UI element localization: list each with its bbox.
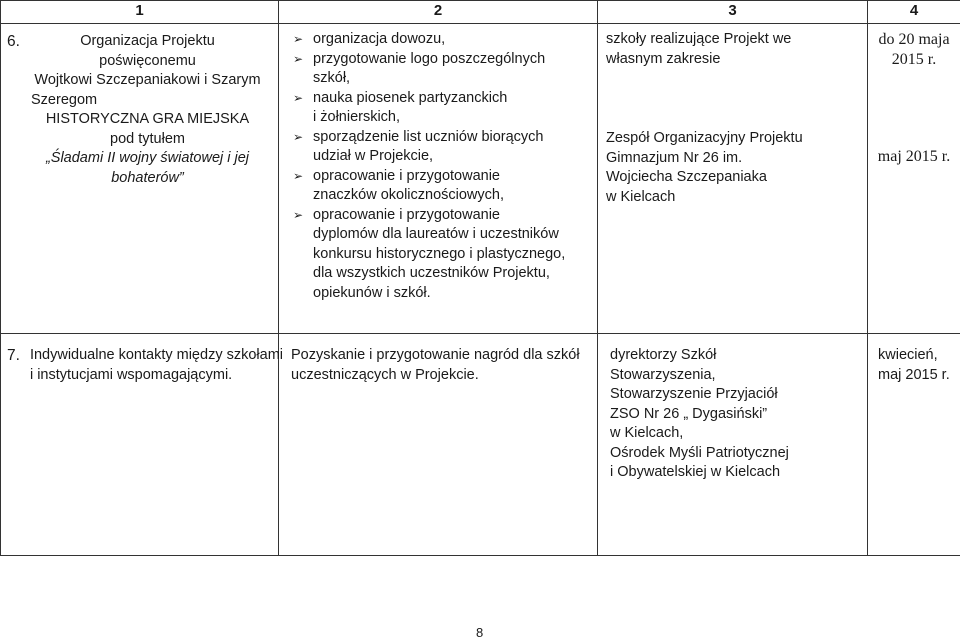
- bullet-line: opiekunów i szkół.: [313, 284, 431, 301]
- arrowhead-bullet-icon: ➢: [293, 90, 304, 105]
- row7-title-line: i instytucjami wspomagającymi.: [29, 366, 233, 383]
- row7-title-line: Indywidualne kontakty między szkołami: [29, 347, 283, 363]
- bullet-line: przygotowanie logo poszczególnych: [313, 50, 546, 67]
- header-cell-1: 1: [1, 1, 279, 24]
- arrowhead-bullet-icon: ➢: [293, 51, 304, 66]
- bullet-line: nauka piosenek partyzanckich: [313, 89, 508, 106]
- list-item: [293, 206, 593, 304]
- list-item: [293, 89, 593, 128]
- bullet-line: znaczków okolicznościowych,: [313, 187, 504, 203]
- row6-deadline-cell: [868, 24, 960, 334]
- row6-title-line: HISTORYCZNA GRA MIEJSKA: [45, 111, 250, 127]
- header-cell-4: 4: [868, 1, 960, 24]
- arrowhead-bullet-icon: ➢: [293, 32, 304, 46]
- row6-title-line: Szeregom: [31, 91, 98, 108]
- responsible-line: Zespół Organizacyjny Projektu: [606, 130, 803, 146]
- row6-bullet-list: [279, 24, 597, 307]
- bullet-line: opracowanie i przygotowanie: [313, 206, 500, 223]
- spacer: [606, 69, 861, 129]
- responsible-line: ZSO Nr 26 „ Dygasiński”: [610, 405, 768, 422]
- row6-index: 6.: [7, 33, 20, 50]
- row7-deadline-cell: [868, 334, 960, 556]
- deadline-line: do 20 maja: [878, 31, 950, 48]
- bullet-line: konkursu historycznego i plastycznego,: [313, 245, 566, 262]
- bullet-line: szkół,: [313, 70, 351, 86]
- header-cell-2: 2: [279, 1, 598, 24]
- responsible-line: własnym zakresie: [606, 50, 721, 67]
- bullet-line: sporządzenie list uczniów biorących: [313, 128, 544, 145]
- list-item: [293, 50, 593, 89]
- deadline-line: 2015 r.: [891, 50, 937, 68]
- row7-actions-cell: [279, 334, 598, 556]
- arrowhead-bullet-icon: ➢: [293, 207, 304, 222]
- responsible-line: szkoły realizujące Projekt we: [606, 31, 792, 47]
- responsible-line: i Obywatelskiej w Kielcach: [610, 464, 781, 480]
- responsible-line: Wojciecha Szczepaniaka: [606, 169, 767, 185]
- row6-title-line: Organizacja Projektu poświęconemu: [80, 33, 215, 69]
- responsible-line: w Kielcach: [606, 188, 676, 205]
- responsible-line: Gimnazjum Nr 26 im.: [606, 149, 743, 166]
- row7-responsible-cell: [598, 334, 868, 556]
- arrowhead-bullet-icon: ➢: [293, 168, 304, 183]
- header-cell-3: 3: [598, 1, 868, 24]
- deadline-line: maj 2015 r.: [877, 148, 951, 165]
- responsible-line: dyrektorzy Szkół: [610, 347, 717, 363]
- deadline-line: kwiecień,: [878, 347, 938, 363]
- row7-index: 7.: [7, 347, 20, 364]
- row6-title-line: Wojtkowi Szczepaniakowi i Szarym: [34, 72, 261, 88]
- bullet-line: dla wszystkich uczestników Projektu,: [313, 265, 550, 281]
- row6-responsible-cell: [598, 24, 868, 334]
- bullet-line: organizacja dowozu,: [313, 31, 446, 47]
- row6-task-text: [31, 32, 278, 188]
- header-row: [1, 1, 960, 24]
- list-item: [293, 167, 593, 206]
- responsible-line: Stowarzyszenie Przyjaciół: [610, 386, 778, 402]
- row7-task-cell: [1, 334, 283, 556]
- bullet-line: dyplomów dla laureatów i uczestników: [313, 226, 559, 242]
- row6-task-cell: [1, 24, 279, 334]
- list-item: [293, 30, 593, 50]
- row6-italic-line: „Śladami II wojny światowej i jej: [45, 150, 250, 166]
- row7-action-line: uczestniczących w Projekcie.: [291, 366, 479, 383]
- row6-title-line: pod tytułem: [110, 130, 185, 147]
- responsible-line: w Kielcach,: [610, 425, 684, 441]
- row7-action-line: Pozyskanie i przygotowanie nagród dla szkół: [291, 347, 580, 363]
- bullet-line: udział w Projekcie,: [313, 148, 434, 164]
- row7-task-text: [20, 346, 283, 385]
- table-row-6: [1, 24, 960, 334]
- responsible-line: Ośrodek Myśli Patriotycznej: [610, 444, 789, 461]
- spacer: [868, 69, 960, 147]
- page-number: 8: [476, 625, 484, 640]
- bullet-line: i żołnierskich,: [313, 109, 401, 125]
- list-item: [293, 128, 593, 167]
- responsible-line: Stowarzyszenia,: [610, 366, 716, 383]
- row6-actions-cell: [279, 24, 598, 334]
- deadline-line: maj 2015 r.: [878, 366, 950, 383]
- row6-italic-line: bohaterów”: [111, 169, 184, 186]
- arrowhead-bullet-icon: ➢: [293, 129, 304, 144]
- bullet-line: opracowanie i przygotowanie: [313, 167, 500, 184]
- table-row-7: [1, 334, 960, 556]
